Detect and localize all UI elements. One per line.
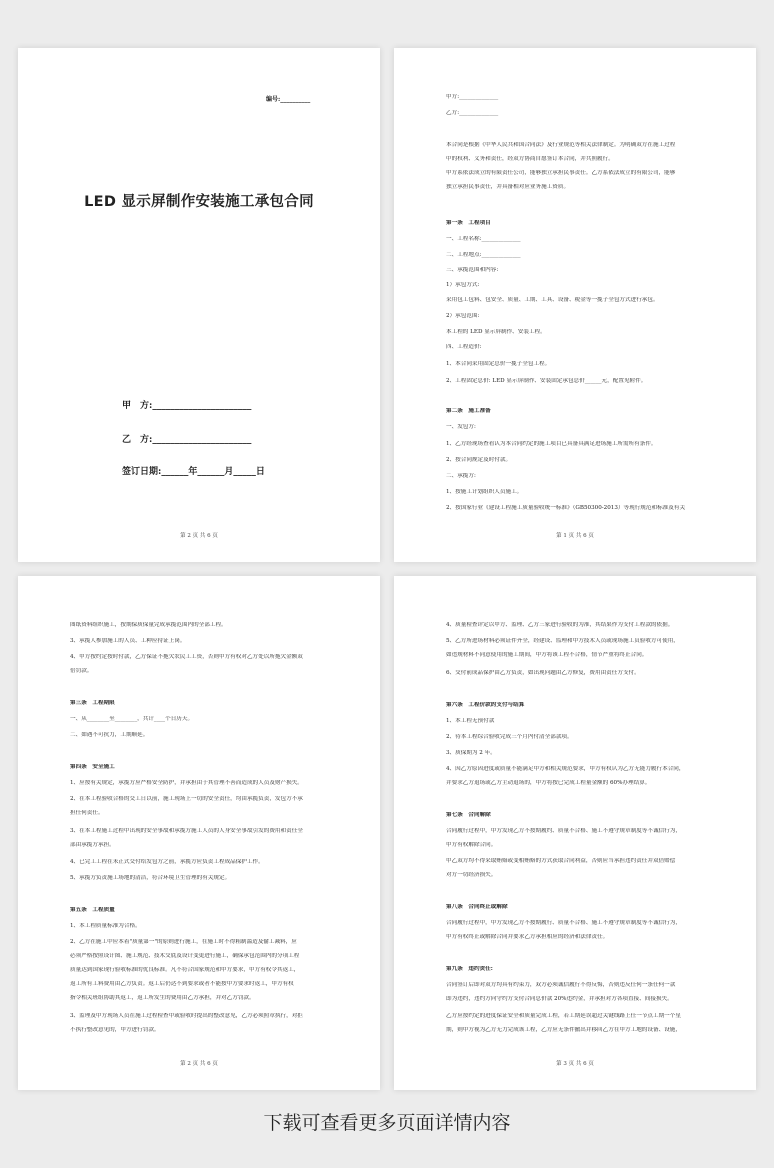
text-line: 必须严格按照设计图、施工规范、技术交底及设计变更进行施工，确保承包范围内的分项工程 bbox=[70, 953, 300, 959]
text-line: 四、工程造价: bbox=[446, 344, 482, 350]
text-line: 期，则甲方视为乙方无力完成该工程，乙方应无条件撤出并移回乙方在甲方工地的设备、设施， bbox=[446, 1027, 681, 1033]
text-line: 1、本合同采用固定总价一揽子全包工程。 bbox=[446, 361, 551, 367]
contract-page-1 bbox=[394, 48, 756, 562]
section-heading: 第二条 施工准备 bbox=[446, 408, 491, 414]
text-line: 2、工程固定总价: LED 显示屏制作、安装固定承包总价______元，配置见附件。 bbox=[446, 378, 647, 384]
text-line: 部由承揽方承担。 bbox=[70, 842, 115, 848]
text-line: 甲方:______________ bbox=[446, 94, 499, 100]
text-line: 独立承担民事责任，并具备相对应业务施工资质。 bbox=[446, 184, 570, 190]
serial-number-label: 编号:__________ bbox=[266, 96, 311, 103]
text-line: 合同履行过程中，甲方发现乙方不按期履约、质量不合格、施工不遵守规章制度等不诚信行为， bbox=[446, 828, 681, 834]
text-line: 1）承包方式: bbox=[446, 282, 480, 288]
text-line: 甲方系依法成立的有限责任公司，能够独立承担民事责任。乙方系依法成立的有限公司，能够 bbox=[446, 170, 676, 176]
party-b-line: 乙 方:______________________ bbox=[122, 435, 252, 445]
text-line: 4、因乙方原因进度或质量不能满足甲方和相关规范要求，甲方有权认为乙方无能力履行本合同， bbox=[446, 766, 685, 772]
text-line: 4、甲方按约定按时付款，乙方保证不拖欠农民工工资，否则甲方有权对乙方处以所拖欠金额双 bbox=[70, 654, 303, 660]
text-line: 2、待本工程综合验收完成三个月内付清全部款项。 bbox=[446, 734, 573, 740]
text-line: 2、乙方在施工中应本着"质量第一"的原则进行施工，在施工时不得粗制滥造及偷工减料，应 bbox=[70, 939, 297, 945]
text-line: 三、承揽范围和内容: bbox=[446, 267, 499, 273]
text-line: 2、按合同规定及时付款。 bbox=[446, 457, 512, 463]
text-line: 不执行整改意见的，甲方进行罚款。 bbox=[70, 1027, 160, 1033]
text-line: 一、工程名称:______________ bbox=[446, 236, 521, 242]
text-line: 1、本工程无预付款 bbox=[446, 718, 495, 724]
text-line: 1、本工程质量标准为合格。 bbox=[70, 923, 141, 929]
download-caption: 下载可查看更多页面详情内容 bbox=[263, 1112, 511, 1134]
section-heading: 第四条 安全施工 bbox=[70, 764, 115, 770]
text-line: 倍罚款。 bbox=[70, 668, 93, 674]
text-line: 甲方有权解除合同。 bbox=[446, 842, 497, 848]
text-line: 4、已完工工程在未正式交付给发包方之前，承揽方应负责工程成品保护工作。 bbox=[70, 859, 264, 865]
text-line: 一、发包方: bbox=[446, 424, 476, 430]
text-line: 合同签订后即对双方均具有约束力，双方必须诚信履行不得反悔，否则违反任何一条任何一款 bbox=[446, 982, 676, 988]
contract-title: LED 显示屏制作安装施工承包合同 bbox=[84, 194, 314, 210]
section-heading: 第八条 合同终止或解除 bbox=[446, 904, 508, 910]
text-line: 6、交付前成品保护由乙方负责，如出现问题由乙方修复，费用由责任方支付。 bbox=[446, 670, 640, 676]
text-line: 图纸资料组织施工，按期保质保量完成承揽范围内的全部工程。 bbox=[70, 622, 227, 628]
section-heading: 第五条 工程质量 bbox=[70, 907, 115, 913]
page-footer: 第 2 页 共 6 页 bbox=[180, 533, 218, 539]
text-line: 二、如遇不可抗力，工期顺延。 bbox=[70, 732, 149, 738]
text-line: 对方一切经济损失。 bbox=[446, 872, 497, 878]
text-line: 1、应按有关规定，承揽方应严格安全防护，并承担由于其管理不善而造成的人员及财产损失。 bbox=[70, 780, 303, 786]
page-footer: 第 1 页 共 6 页 bbox=[556, 533, 594, 539]
text-line: 4、质量检查评定以甲方、监理、乙方三家进行验收的为准，其结果作为支付工程款的依据。 bbox=[446, 622, 674, 628]
text-line: 乙方应按约定的进度保证安全和质量完成工程，若工期延误超过关键线路上任一节点工期一个星 bbox=[446, 1013, 681, 1019]
section-heading: 第三条 工程期限 bbox=[70, 700, 115, 706]
section-heading: 第九条 违约责任: bbox=[446, 966, 493, 972]
text-line: 即为违约，违约方向守约方支付合同总价款 20%违约金，并承担对方各项直接、间接损失。 bbox=[446, 996, 673, 1002]
text-line: 如违规材料不同意使用的施工期间，甲方将该工程不合格，情节严重将终止合同。 bbox=[446, 652, 648, 658]
text-line: 2）承包范围: bbox=[446, 313, 480, 319]
text-line: 二、工程地点:______________ bbox=[446, 252, 521, 258]
text-line: 3、监理及甲方现场人员在施工过程检查中或验收时提出的整改意见，乙方必须照章执行，对拒 bbox=[70, 1013, 303, 1019]
section-heading: 第七条 合同解除 bbox=[446, 812, 491, 818]
text-line: 担任何责任。 bbox=[70, 810, 104, 816]
text-line: 质量达到国家现行验收标准的优良标准。凡不符合国家规范和甲方要求，甲方有权令其返工， bbox=[70, 967, 300, 973]
section-heading: 第一条 工程项目 bbox=[446, 220, 491, 226]
text-line: 并要求乙方退场或乙方主动退场的，甲方将按已完成工程量金额的 60%办理结算。 bbox=[446, 780, 651, 786]
contract-cover-page bbox=[18, 48, 380, 562]
sign-date-line: 签订日期:______年______月_____日 bbox=[122, 467, 265, 477]
contract-page-3 bbox=[394, 576, 756, 1090]
contract-page-2 bbox=[18, 576, 380, 1090]
text-line: 本工程的 LED 显示屏制作、安装工程。 bbox=[446, 329, 546, 335]
text-line: 一、从________至________，共计____个日历天。 bbox=[70, 716, 194, 722]
text-line: 5、乙方所进场材料必须证件齐全，经建设、监理和甲方技术人员或现场施工员验收方可使用， bbox=[446, 638, 679, 644]
text-line: 3、承揽人参加施工的人员、工种应持证上岗。 bbox=[70, 638, 186, 644]
page-footer: 第 3 页 共 6 页 bbox=[556, 1061, 594, 1067]
text-line: 3、在本工程施工过程中出现的安全事故和承揽方施工人员的人身安全事故引发的费用和责任全 bbox=[70, 828, 303, 834]
page-footer: 第 2 页 共 6 页 bbox=[180, 1061, 218, 1067]
text-line: 2、按国家行业《建设工程施工质量验收统一标准》（GB50300-2013）等现行规范和标准及有关 bbox=[446, 505, 686, 511]
text-line: 1、按施工计划组织人员施工。 bbox=[446, 489, 523, 495]
text-line: 3、质保期为 2 年。 bbox=[446, 750, 496, 756]
text-line: 本合同是根据《中华人民共和国合同法》及行业规范等相关法律制定。为明确双方在施工过程 bbox=[446, 142, 676, 148]
text-line: 采用包工包料、包安全、质量、工期、工具、设备、税金等一揽子全包方式进行承包。 bbox=[446, 297, 659, 303]
text-line: 5、承揽方负责施工场地的清洁，符合环境卫生管理的有关规定。 bbox=[70, 875, 231, 881]
text-line: 甲方有权终止或解除合同并要求乙方承担相应的经济和法律责任。 bbox=[446, 934, 609, 940]
text-line: 乙方:______________ bbox=[446, 110, 499, 116]
text-line: 二、承揽方: bbox=[446, 473, 476, 479]
party-a-line: 甲 方:______________________ bbox=[122, 401, 252, 411]
text-line: 指令相关班组协助其返工，返工所发生的费用由乙方承担，并对乙方罚款。 bbox=[70, 995, 255, 1001]
text-line: 1、乙方经现场查看认为本合同约定的施工项目已具备具满足进场施工所需所有条件。 bbox=[446, 441, 657, 447]
text-line: 合同履行过程中，甲方发现乙方不按期履行、质量不合格、施工不遵守规章制度等不诚信行为， bbox=[446, 920, 681, 926]
text-line: 返工所有工料费用由乙方负责。返工后仍达不到要求或者不能按甲方要求时返工，甲方有权 bbox=[70, 981, 294, 987]
text-line: 2、在本工程验收合格的交工日以前，施工现场上一切的安全责任，均由承揽负责，发包方不承 bbox=[70, 796, 303, 802]
text-line: 甲乙双方均不得采取贿赂或变相贿赂的方式获取合同利益，否则应当承担违约责任并双倍赔偿 bbox=[446, 858, 676, 864]
section-heading: 第六条 工程价款的支付与结算 bbox=[446, 702, 525, 708]
text-line: 中的权利、义务和责任，经双方协商自愿签订本合同，并共照履行。 bbox=[446, 156, 614, 162]
